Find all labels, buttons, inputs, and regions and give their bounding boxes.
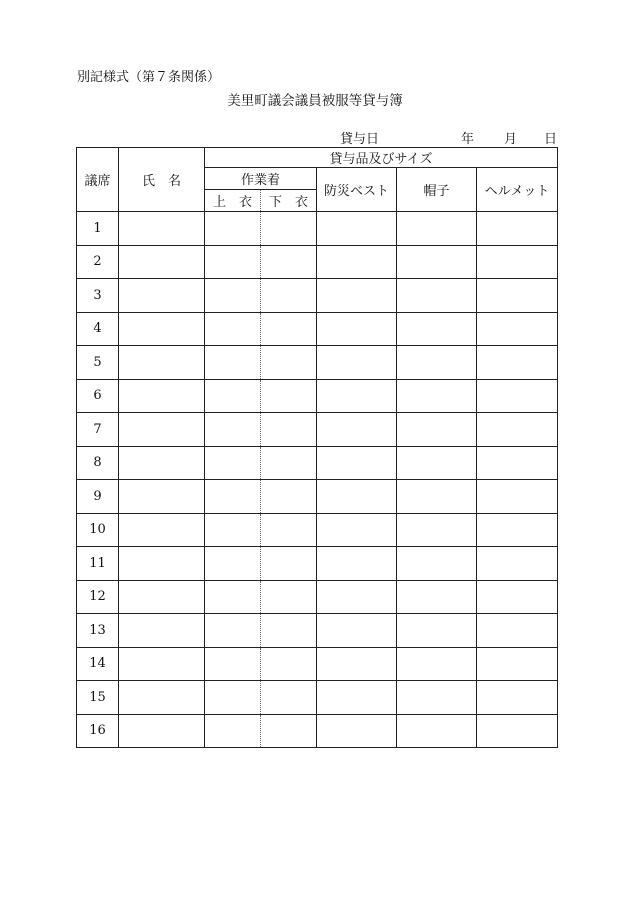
name-cell[interactable]	[119, 714, 205, 748]
cap-cell[interactable]	[397, 279, 477, 313]
ledger-body	[77, 212, 558, 748]
bottom-size-cell[interactable]	[261, 212, 317, 246]
seat-number-cell: 6	[77, 379, 119, 413]
top-size-cell[interactable]	[205, 212, 261, 246]
top-size-cell[interactable]	[205, 580, 261, 614]
name-cell[interactable]	[119, 614, 205, 648]
cap-cell[interactable]	[397, 346, 477, 380]
seat-number-cell: 7	[77, 413, 119, 447]
vest-cell[interactable]	[317, 580, 397, 614]
loan-date-month-label: 月	[504, 132, 518, 147]
cap-cell[interactable]	[397, 714, 477, 748]
cap-cell[interactable]	[397, 212, 477, 246]
cap-cell[interactable]	[397, 580, 477, 614]
cap-cell[interactable]	[397, 480, 477, 514]
bottom-size-cell[interactable]	[261, 614, 317, 648]
loan-date-day-label: 日	[544, 132, 558, 147]
table-row	[77, 547, 558, 581]
vest-cell[interactable]	[317, 547, 397, 581]
cap-cell[interactable]	[397, 312, 477, 346]
top-size-cell[interactable]	[205, 681, 261, 715]
header-workwear: 作業着	[205, 168, 317, 190]
header-cap: 帽子	[397, 168, 477, 212]
seat-number-cell: 14	[77, 647, 119, 681]
top-size-cell[interactable]	[205, 647, 261, 681]
name-cell[interactable]	[119, 212, 205, 246]
top-size-cell[interactable]	[205, 614, 261, 648]
helmet-cell[interactable]	[477, 681, 558, 715]
bottom-size-cell[interactable]	[261, 513, 317, 547]
cap-cell[interactable]	[397, 513, 477, 547]
table-row	[77, 413, 558, 447]
helmet-cell[interactable]	[477, 580, 558, 614]
table-row	[77, 346, 558, 380]
loan-date-line	[340, 128, 556, 146]
helmet-cell[interactable]	[477, 513, 558, 547]
top-size-cell[interactable]	[205, 346, 261, 380]
name-cell[interactable]	[119, 413, 205, 447]
bottom-size-cell[interactable]	[261, 580, 317, 614]
helmet-cell[interactable]	[477, 614, 558, 648]
bottom-size-cell[interactable]	[261, 714, 317, 748]
bottom-size-cell[interactable]	[261, 379, 317, 413]
name-cell[interactable]	[119, 346, 205, 380]
bottom-size-cell[interactable]	[261, 480, 317, 514]
top-size-cell[interactable]	[205, 245, 261, 279]
bottom-size-cell[interactable]	[261, 547, 317, 581]
bottom-size-cell[interactable]	[261, 346, 317, 380]
top-size-cell[interactable]	[205, 379, 261, 413]
cap-cell[interactable]	[397, 614, 477, 648]
table-row	[77, 647, 558, 681]
seat-number-cell: 3	[77, 279, 119, 313]
seat-number-cell: 15	[77, 681, 119, 715]
helmet-cell[interactable]	[477, 413, 558, 447]
bottom-size-cell[interactable]	[261, 446, 317, 480]
name-cell[interactable]	[119, 681, 205, 715]
name-cell[interactable]	[119, 446, 205, 480]
helmet-cell[interactable]	[477, 480, 558, 514]
helmet-cell[interactable]	[477, 379, 558, 413]
table-row	[77, 379, 558, 413]
vest-cell[interactable]	[317, 614, 397, 648]
header-bottom: 下 衣	[261, 190, 317, 212]
cap-cell[interactable]	[397, 681, 477, 715]
header-name: 氏 名	[119, 148, 205, 212]
table-row	[77, 580, 558, 614]
bottom-size-cell[interactable]	[261, 245, 317, 279]
vest-cell[interactable]	[317, 647, 397, 681]
seat-number-cell: 11	[77, 547, 119, 581]
cap-cell[interactable]	[397, 413, 477, 447]
table-row	[77, 681, 558, 715]
top-size-cell[interactable]	[205, 446, 261, 480]
seat-number-cell: 2	[77, 245, 119, 279]
top-size-cell[interactable]	[205, 279, 261, 313]
helmet-cell[interactable]	[477, 279, 558, 313]
cap-cell[interactable]	[397, 446, 477, 480]
document-title: 美里町議会議員被服等貸与簿	[227, 93, 403, 109]
seat-number-cell: 1	[77, 212, 119, 246]
vest-cell[interactable]	[317, 681, 397, 715]
vest-cell[interactable]	[317, 480, 397, 514]
seat-number-cell: 16	[77, 714, 119, 748]
header-seat: 議席	[77, 148, 119, 212]
top-size-cell[interactable]	[205, 547, 261, 581]
header-loan-items: 貸与品及びサイズ	[205, 148, 558, 168]
helmet-cell[interactable]	[477, 647, 558, 681]
bottom-size-cell[interactable]	[261, 413, 317, 447]
loan-date-year-label: 年	[461, 132, 475, 147]
table-row	[77, 312, 558, 346]
seat-number-cell: 12	[77, 580, 119, 614]
bottom-size-cell[interactable]	[261, 279, 317, 313]
table-row	[77, 513, 558, 547]
bottom-size-cell[interactable]	[261, 681, 317, 715]
vest-cell[interactable]	[317, 714, 397, 748]
top-size-cell[interactable]	[205, 480, 261, 514]
cap-cell[interactable]	[397, 547, 477, 581]
helmet-cell[interactable]	[477, 212, 558, 246]
name-cell[interactable]	[119, 312, 205, 346]
header-vest: 防災ベスト	[317, 168, 397, 212]
vest-cell[interactable]	[317, 513, 397, 547]
vest-cell[interactable]	[317, 446, 397, 480]
cap-cell[interactable]	[397, 245, 477, 279]
helmet-cell[interactable]	[477, 547, 558, 581]
seat-number-cell: 10	[77, 513, 119, 547]
header-helmet: ヘルメット	[477, 168, 558, 212]
table-row	[77, 714, 558, 748]
name-cell[interactable]	[119, 513, 205, 547]
seat-number-cell: 9	[77, 480, 119, 514]
name-cell[interactable]	[119, 547, 205, 581]
top-size-cell[interactable]	[205, 312, 261, 346]
bottom-size-cell[interactable]	[261, 647, 317, 681]
seat-number-cell: 13	[77, 614, 119, 648]
vest-cell[interactable]	[317, 245, 397, 279]
table-row	[77, 480, 558, 514]
form-reference-label: 別記様式（第７条関係）	[77, 70, 221, 85]
top-size-cell[interactable]	[205, 413, 261, 447]
vest-cell[interactable]	[317, 279, 397, 313]
name-cell[interactable]	[119, 480, 205, 514]
header-top: 上 衣	[205, 190, 261, 212]
vest-cell[interactable]	[317, 379, 397, 413]
table-row	[77, 614, 558, 648]
vest-cell[interactable]	[317, 346, 397, 380]
seat-number-cell: 5	[77, 346, 119, 380]
name-cell[interactable]	[119, 279, 205, 313]
helmet-cell[interactable]	[477, 346, 558, 380]
helmet-cell[interactable]	[477, 312, 558, 346]
loan-date-label: 貸与日	[340, 132, 380, 147]
vest-cell[interactable]	[317, 413, 397, 447]
seat-number-cell: 8	[77, 446, 119, 480]
helmet-cell[interactable]	[477, 446, 558, 480]
name-cell[interactable]	[119, 647, 205, 681]
name-cell[interactable]	[119, 379, 205, 413]
loan-ledger-table	[76, 147, 558, 748]
top-size-cell[interactable]	[205, 714, 261, 748]
helmet-cell[interactable]	[477, 714, 558, 748]
helmet-cell[interactable]	[477, 245, 558, 279]
vest-cell[interactable]	[317, 212, 397, 246]
table-row	[77, 279, 558, 313]
seat-number-cell: 4	[77, 312, 119, 346]
cap-cell[interactable]	[397, 647, 477, 681]
table-row	[77, 446, 558, 480]
top-size-cell[interactable]	[205, 513, 261, 547]
name-cell[interactable]	[119, 245, 205, 279]
cap-cell[interactable]	[397, 379, 477, 413]
bottom-size-cell[interactable]	[261, 312, 317, 346]
vest-cell[interactable]	[317, 312, 397, 346]
name-cell[interactable]	[119, 580, 205, 614]
table-row	[77, 245, 558, 279]
table-row	[77, 212, 558, 246]
